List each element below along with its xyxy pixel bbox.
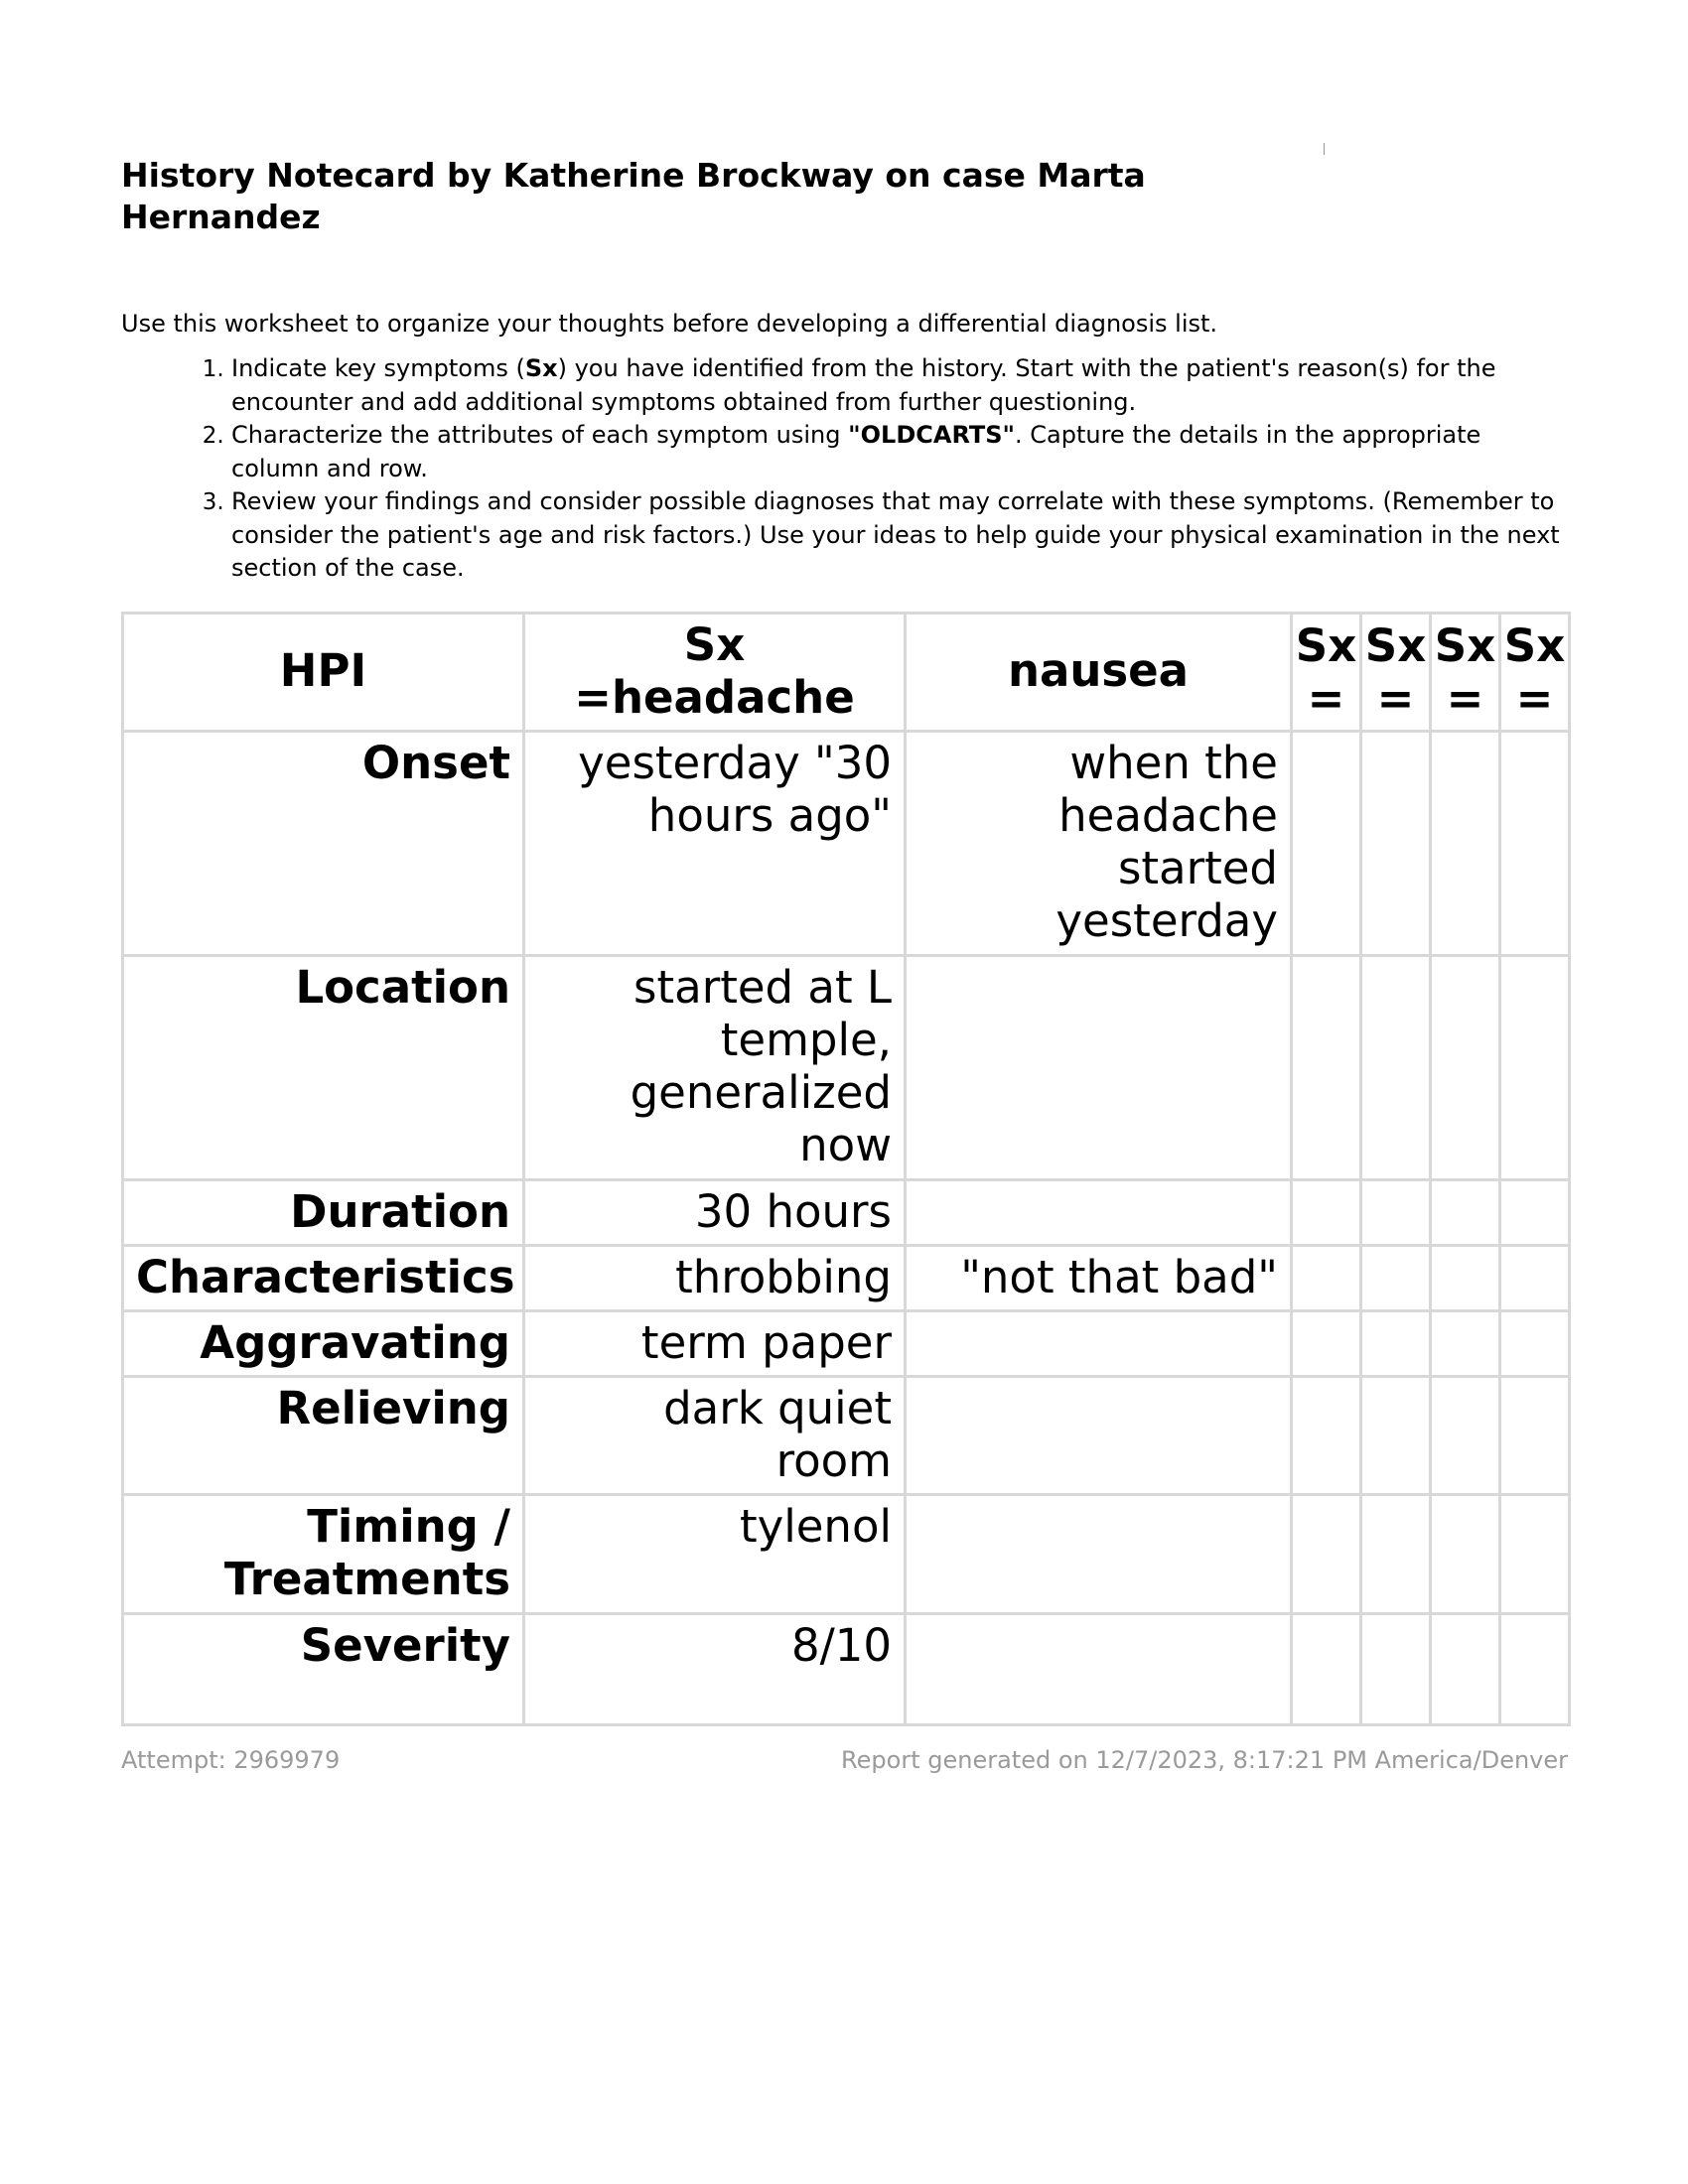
row-label-aggravating: Aggravating [123,1310,524,1376]
cell-timing-headache: tylenol [524,1494,906,1613]
cell-empty [1292,955,1361,1179]
cell-empty [1361,1179,1431,1245]
cell-duration-nausea [906,1179,1292,1245]
table-header-row [123,613,1570,731]
instruction-1-before: Indicate key symptoms ( [231,354,525,382]
instruction-2-bold: "OLDCARTS" [848,421,1016,449]
table-row-characteristics [123,1245,1570,1310]
cell-empty [1431,1310,1500,1376]
intro-text: Use this worksheet to organize your thoughts before developing a differential diagnosis list. [121,310,1218,338]
table-row-aggravating [123,1310,1570,1376]
instruction-2-after: . Capture the details in the appropriate column and row. [231,421,1481,482]
cell-empty [1361,955,1431,1179]
cell-relieving-headache: dark quiet room [524,1376,906,1494]
instruction-item-2 [231,419,1566,485]
header-symptom-3: Sx = [1292,613,1361,731]
row-label-onset: Onset [123,731,524,955]
cell-empty [1431,955,1500,1179]
cell-severity-nausea [906,1613,1292,1724]
header-symptom-1: Sx =headache [524,613,906,731]
cell-aggravating-headache: term paper [524,1310,906,1376]
header-hpi: HPI [123,613,524,731]
report-timestamp: Report generated on 12/7/2023, 8:17:21 PM America/Denver [841,1745,1568,1774]
cell-duration-headache: 30 hours [524,1179,906,1245]
page-title: History Notecard by Katherine Brockway on case Marta Hernandez [121,156,1146,236]
table-row-timing [123,1494,1570,1613]
cell-empty [1500,1613,1570,1724]
table-row-severity [123,1613,1570,1724]
notecard-page [121,149,1566,1774]
header-symptom-2: nausea [906,613,1292,731]
cell-empty [1500,731,1570,955]
row-label-relieving: Relieving [123,1376,524,1494]
cell-empty [1361,1376,1431,1494]
cell-characteristics-headache: throbbing [524,1245,906,1310]
instruction-3-text: Review your findings and consider possible diagnoses that may correlate with these symptoms. (Remember to consider the patient's age and risk factors.) Use your ideas to help guide your physical examination in the next section of the case. [231,487,1560,582]
cell-empty [1500,1245,1570,1310]
cell-empty [1500,1179,1570,1245]
cell-empty [1431,731,1500,955]
cell-onset-nausea: when the headache started yesterday [906,731,1292,955]
row-label-location: Location [123,955,524,1179]
cell-empty [1292,1613,1361,1724]
table-row-location [123,955,1570,1179]
cell-aggravating-nausea [906,1310,1292,1376]
cell-empty [1361,731,1431,955]
cell-empty [1431,1179,1500,1245]
cell-location-nausea [906,955,1292,1179]
cell-empty [1292,1179,1361,1245]
row-label-characteristics: Characteristics [123,1245,524,1310]
instruction-1-bold: Sx [524,354,558,382]
cell-location-headache: started at L temple, generalized now [524,955,906,1179]
cell-empty [1292,1310,1361,1376]
cell-empty [1292,1376,1361,1494]
instruction-1-after: ) you have identified from the history. Start with the patient's reason(s) for the encounter and add additional symptoms obtained from further questioning. [231,354,1496,416]
cell-empty [1431,1245,1500,1310]
table-row-onset [123,731,1570,955]
header-symptom-4: Sx = [1361,613,1431,731]
table-row-duration [123,1179,1570,1245]
cell-empty [1500,1310,1570,1376]
header-symptom-6: Sx = [1500,613,1570,731]
cell-empty [1361,1245,1431,1310]
cell-empty [1361,1310,1431,1376]
hpi-table [121,612,1571,1726]
cell-empty [1431,1376,1500,1494]
report-footer [121,1746,1568,1774]
cell-timing-nausea [906,1494,1292,1613]
cell-empty [1431,1494,1500,1613]
instruction-item-3 [231,485,1566,586]
attempt-id: Attempt: 2969979 [121,1745,341,1774]
cell-empty [1292,731,1361,955]
cell-empty [1500,1494,1570,1613]
table-row-relieving [123,1376,1570,1494]
header-symptom-5: Sx = [1431,613,1500,731]
row-label-timing: Timing / Treatments [123,1494,524,1613]
cell-empty [1431,1613,1500,1724]
cell-empty [1361,1613,1431,1724]
cell-severity-headache: 8/10 [524,1613,906,1724]
cell-empty [1361,1494,1431,1613]
cell-empty [1500,1376,1570,1494]
instructions-list [121,352,1566,586]
cell-empty [1292,1494,1361,1613]
row-label-severity: Severity [123,1613,524,1724]
cell-characteristics-nausea: "not that bad" [906,1245,1292,1310]
instruction-2-before: Characterize the attributes of each symptom using [231,421,849,449]
cell-empty [1500,955,1570,1179]
cell-empty [1292,1245,1361,1310]
row-label-duration: Duration [123,1179,524,1245]
cell-onset-headache: yesterday "30 hours ago" [524,731,906,955]
cell-relieving-nausea [906,1376,1292,1494]
instruction-item-1 [231,352,1566,419]
